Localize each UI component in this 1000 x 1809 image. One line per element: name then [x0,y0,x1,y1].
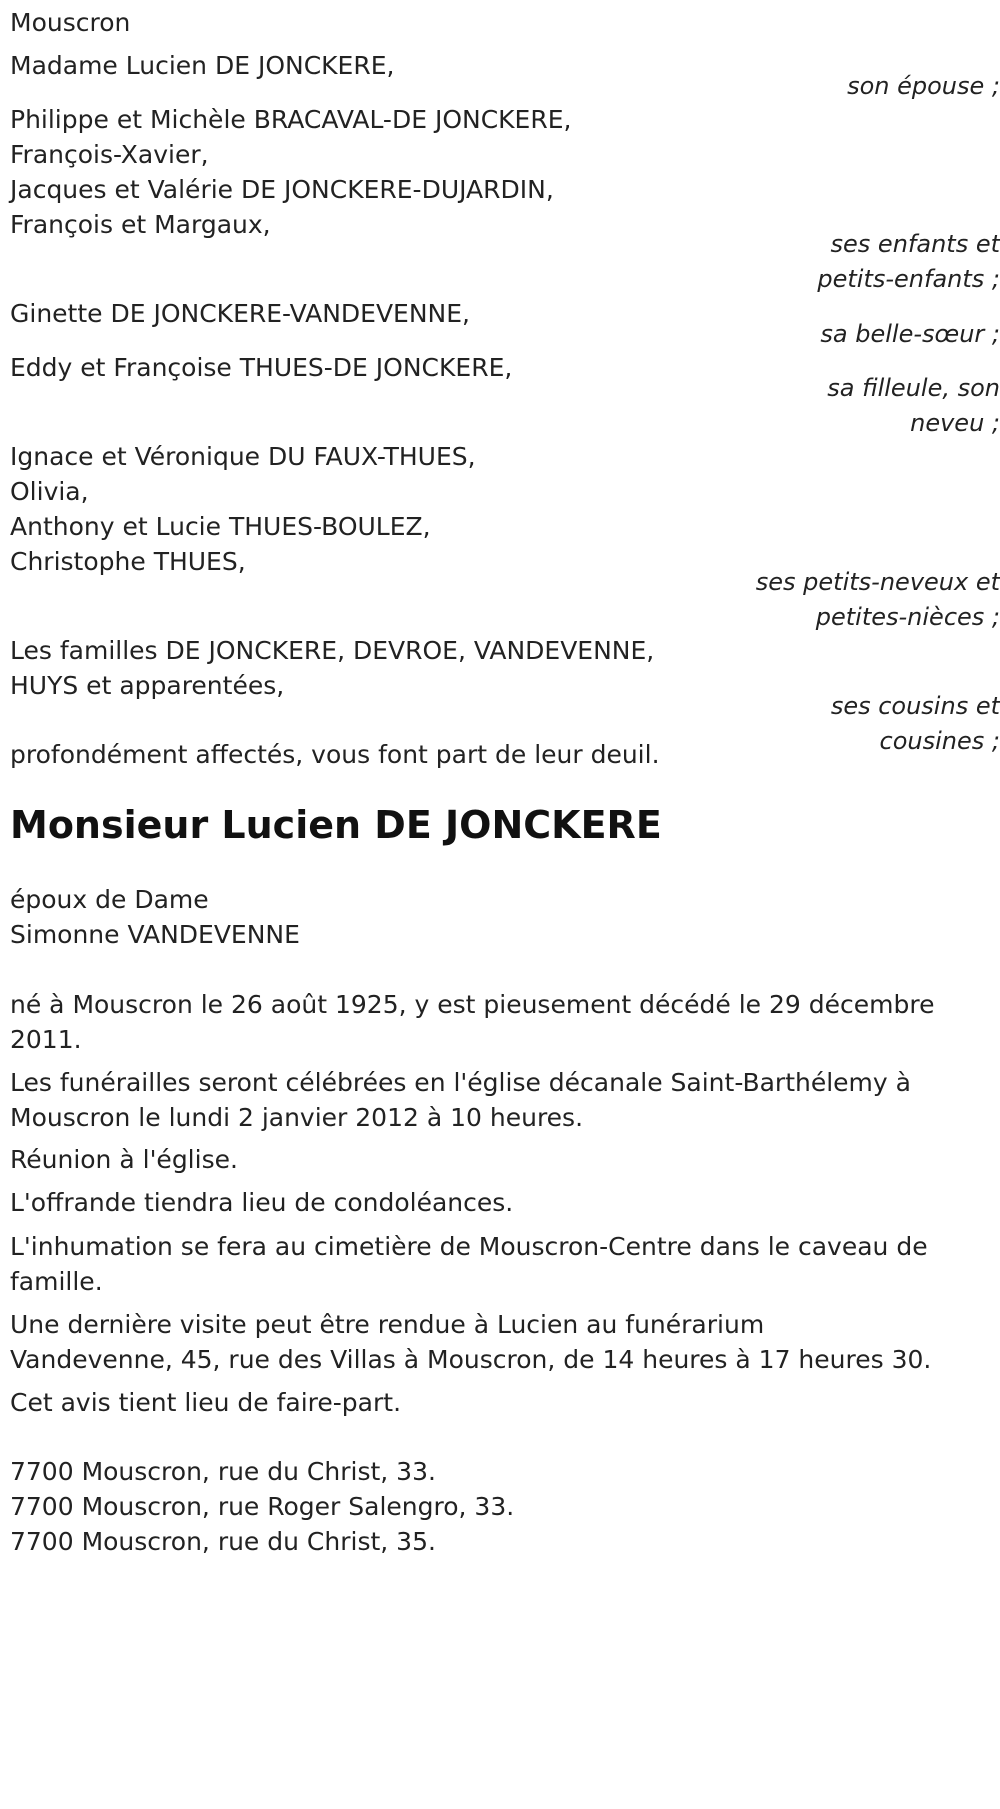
relation-text: petites-nièces ; [815,603,1000,631]
family-line: Madame Lucien DE JONCKERE, [10,51,395,80]
closing-line: profondément affectés, vous font part de leur deuil. [10,740,660,769]
family-line: HUYS et apparentées, [10,671,285,700]
family-line: Olivia, [10,477,89,506]
family-line: Anthony et Lucie THUES-BOULEZ, [10,512,431,541]
address-line: 7700 Mouscron, rue Roger Salengro, 33. [10,1492,515,1521]
paragraph-line: famille. [10,1267,103,1296]
deceased-name: Monsieur Lucien DE JONCKERE [10,803,662,847]
relation-text: sa belle-sœur ; [820,320,1000,348]
address-line: 7700 Mouscron, rue du Christ, 33. [10,1457,436,1486]
relation-text: petits-enfants ; [817,265,1000,293]
family-line: Les familles DE JONCKERE, DEVROE, VANDEVENNE, [10,636,655,665]
family-line: Ignace et Véronique DU FAUX-THUES, [10,442,476,471]
family-line: François-Xavier, [10,140,209,169]
paragraph-line: Réunion à l'église. [10,1145,238,1174]
paragraph-line: Les funérailles seront célébrées en l'église décanale Saint-Barthélemy à [10,1068,911,1097]
spouse-line: Simonne VANDEVENNE [10,920,300,949]
relation-text: sa filleule, son [827,374,1000,402]
spouse-line: époux de Dame [10,885,209,914]
paragraph-line: L'inhumation se fera au cimetière de Mouscron-Centre dans le caveau de [10,1232,928,1261]
paragraph-line: L'offrande tiendra lieu de condoléances. [10,1188,514,1217]
city-heading: Mouscron [10,8,131,37]
paragraph-line: Mouscron le lundi 2 janvier 2012 à 10 heures. [10,1103,584,1132]
family-line: Eddy et Françoise THUES-DE JONCKERE, [10,353,513,382]
relation-text: neveu ; [910,409,1000,437]
paragraph-line: Cet avis tient lieu de faire-part. [10,1388,402,1417]
family-line: François et Margaux, [10,210,271,239]
relation-text: ses cousins et [830,692,1000,720]
family-line: Jacques et Valérie DE JONCKERE-DUJARDIN, [10,175,554,204]
relation-text: ses enfants et [830,230,1000,258]
relation-text: ses petits-neveux et [755,568,1000,596]
relation-text: cousines ; [879,727,1000,755]
paragraph-line: Une dernière visite peut être rendue à Lucien au funérarium [10,1310,765,1339]
family-line: Ginette DE JONCKERE-VANDEVENNE, [10,299,470,328]
family-line: Christophe THUES, [10,547,246,576]
relation-text: son épouse ; [847,72,1000,100]
paragraph-line: Vandevenne, 45, rue des Villas à Mouscron, de 14 heures à 17 heures 30. [10,1345,932,1374]
paragraph-line: 2011. [10,1025,82,1054]
address-line: 7700 Mouscron, rue du Christ, 35. [10,1527,436,1556]
paragraph-line: né à Mouscron le 26 août 1925, y est pieusement décédé le 29 décembre [10,990,935,1019]
family-line: Philippe et Michèle BRACAVAL-DE JONCKERE, [10,105,572,134]
